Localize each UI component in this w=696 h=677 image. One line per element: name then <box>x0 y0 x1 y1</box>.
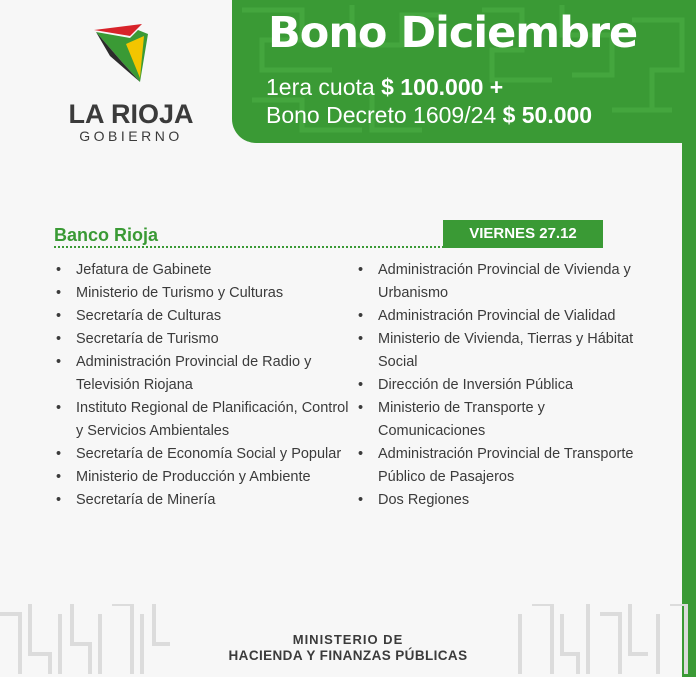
first-installment-amount: $ 100.000 + <box>381 74 504 100</box>
logo-emblem-icon <box>90 22 152 88</box>
dotted-divider <box>54 246 444 248</box>
list-item: • Secretaría de Minería <box>56 489 356 512</box>
ministry-line-2: HACIENDA Y FINANZAS PÚBLICAS <box>228 648 468 663</box>
bank-name: Banco Rioja <box>54 225 159 245</box>
header-banner <box>232 0 696 143</box>
right-agency-list <box>358 259 640 512</box>
list-item: • Administración Provincial de Radio y Televisión Riojana <box>56 351 356 397</box>
decree-bonus-amount: $ 50.000 <box>502 102 593 128</box>
list-item: • Ministerio de Producción y Ambiente <box>56 466 356 489</box>
list-item: • Administración Provincial de Vialidad <box>358 305 640 328</box>
la-rioja-logo <box>56 22 206 147</box>
left-agency-list <box>56 259 356 512</box>
bottom-right-pattern-decoration <box>515 604 690 677</box>
payment-day-badge: VIERNES 27.12 <box>443 220 603 248</box>
list-item: • Dirección de Inversión Pública <box>358 374 640 397</box>
decree-bonus-line <box>266 102 592 129</box>
list-item: • Jefatura de Gabinete <box>56 259 356 282</box>
list-item: • Secretaría de Turismo <box>56 328 356 351</box>
list-item: • Ministerio de Turismo y Culturas <box>56 282 356 305</box>
list-item: • Administración Provincial de Transporte Público de Pasajeros <box>358 443 640 489</box>
list-item: • Secretaría de Culturas <box>56 305 356 328</box>
bottom-left-pattern-decoration <box>0 604 172 677</box>
list-item: • Dos Regiones <box>358 489 640 512</box>
logo-name: LA RIOJA <box>68 99 194 129</box>
first-installment-label: 1era cuota <box>266 74 382 100</box>
list-item: • Ministerio de Vivienda, Tierras y Hábitat Social <box>358 328 640 374</box>
list-item: • Ministerio de Transporte y Comunicaciones <box>358 397 640 443</box>
list-item: • Administración Provincial de Vivienda y Urbanismo <box>358 259 640 305</box>
list-item: • Secretaría de Economía Social y Popular <box>56 443 356 466</box>
ministry-footer <box>190 632 506 664</box>
decree-bonus-label: Bono Decreto 1609/24 <box>266 102 503 128</box>
ministry-line-1: MINISTERIO DE <box>292 632 404 647</box>
list-item: • Instituto Regional de Planificación, Control y Servicios Ambientales <box>56 397 356 443</box>
logo-subtitle: GOBIERNO <box>79 128 183 144</box>
page-title: Bono Diciembre <box>268 8 638 58</box>
first-installment-line <box>266 74 503 101</box>
